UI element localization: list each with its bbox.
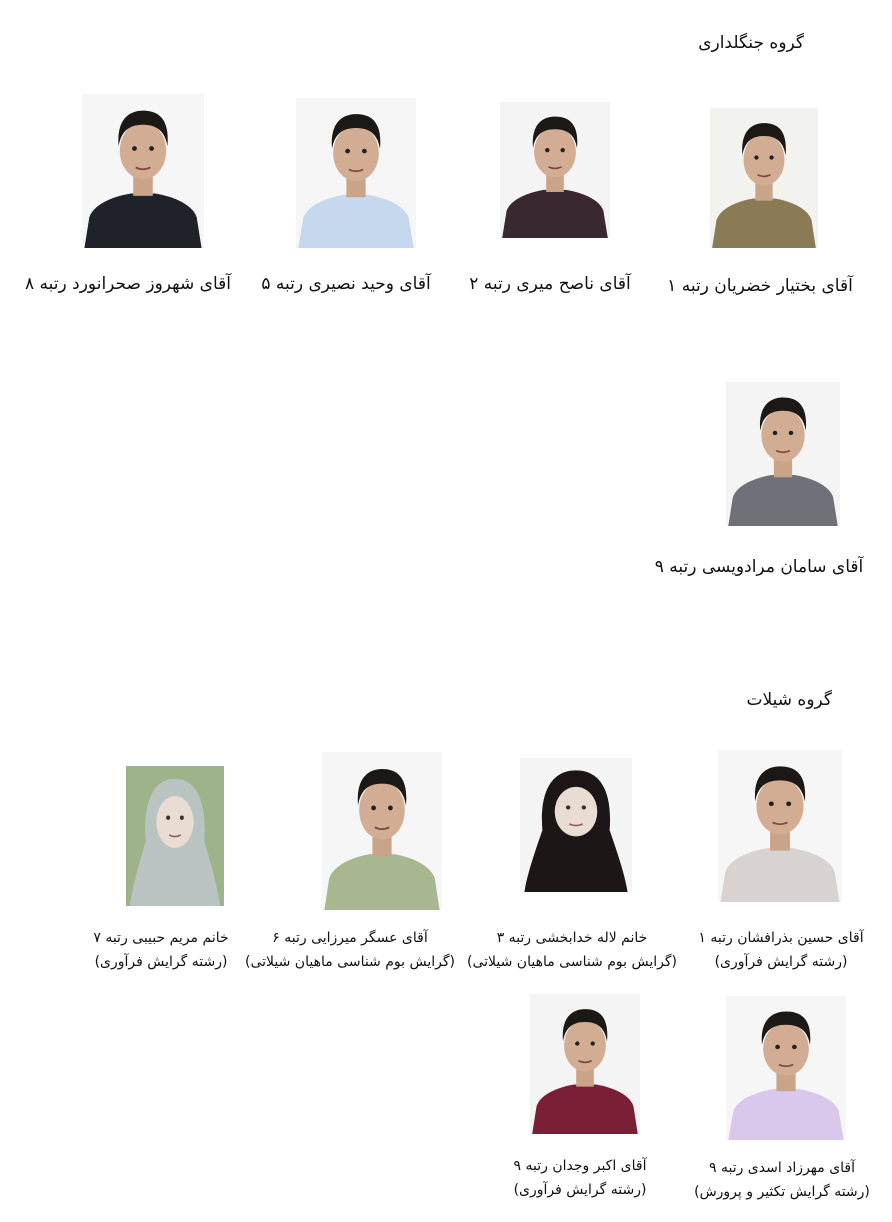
person-photo (126, 766, 224, 906)
person-field: (رشته گرایش تکثیر و پرورش) (694, 1184, 870, 1200)
person-name: خانم لاله خدابخشی رتبه ۳ (496, 930, 648, 946)
person-photo (530, 994, 640, 1134)
person-caption (78, 926, 244, 974)
person-photo (500, 102, 610, 238)
person-photo (726, 382, 840, 526)
person-photo (520, 758, 632, 892)
person-caption (498, 1154, 662, 1202)
group-heading-forestry: گروه جنگلداری (698, 33, 804, 53)
person-photo (296, 98, 416, 248)
person-caption (682, 1156, 882, 1204)
person-caption: آقای سامان مرادویسی رتبه ۹ (654, 557, 864, 577)
person-caption (240, 926, 460, 974)
person-field: (رشته گرایش فرآوری) (94, 954, 228, 970)
person-name: خانم مریم حبیبی رتبه ۷ (93, 930, 229, 946)
person-photo (322, 752, 442, 910)
person-photo (710, 108, 818, 248)
group-heading-fisheries: گروه شیلات (746, 690, 832, 710)
person-name: آقای اکبر وجدان رتبه ۹ (513, 1158, 647, 1174)
person-caption: آقای وحید نصیری رتبه ۵ (261, 274, 431, 294)
person-caption: آقای ناصح میری رتبه ۲ (469, 274, 631, 294)
person-photo (82, 94, 204, 248)
person-name: آقای مهرزاد اسدی رتبه ۹ (708, 1160, 855, 1176)
person-caption (688, 926, 874, 974)
person-field: (گرایش بوم شناسی ماهیان شیلاتی) (467, 954, 677, 970)
person-caption (462, 926, 682, 974)
person-caption: آقای بختیار خضریان رتبه ۱ (667, 276, 853, 296)
person-photo (718, 750, 842, 902)
person-field: (رشته گرایش فرآوری) (714, 954, 848, 970)
person-field: (گرایش بوم شناسی ماهیان شیلاتی) (245, 954, 455, 970)
person-photo (726, 996, 846, 1140)
person-name: آقای عسگر میرزایی رتبه ۶ (272, 930, 428, 946)
person-name: آقای حسین بذرافشان رتبه ۱ (698, 930, 864, 946)
person-field: (رشته گرایش فرآوری) (513, 1182, 647, 1198)
person-caption: آقای شهروز صحرانورد رتبه ۸ (25, 274, 231, 294)
